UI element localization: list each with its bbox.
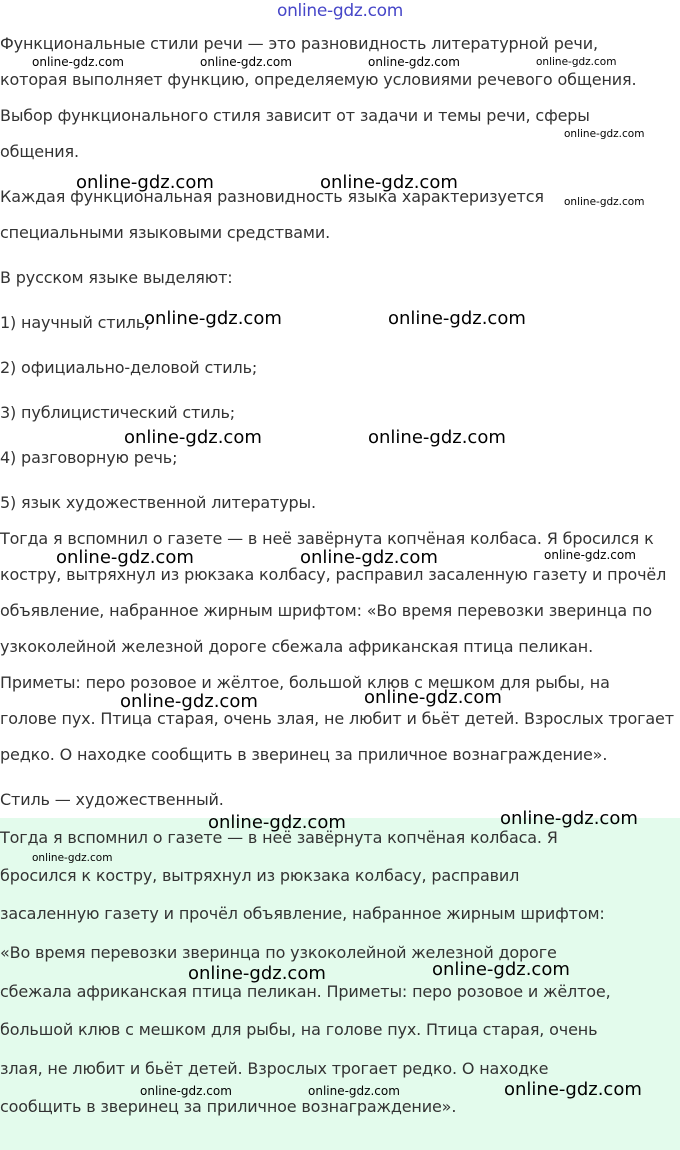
theory-line: Каждая функциональная разновидность языка характеризуется [0, 187, 544, 206]
style-list-item: 3) публицистический стиль; [0, 403, 236, 422]
theory-line: Выбор функционального стиля зависит от задачи и темы речи, сферы [0, 106, 590, 125]
highlight-line: злая, не любит и бьёт детей. Взрослых трогает редко. О находке [0, 1059, 549, 1078]
theory-line: общения. [0, 142, 79, 161]
watermark: online-gdz.com [544, 548, 636, 562]
watermark: online-gdz.com [140, 1084, 232, 1098]
watermark: online-gdz.com [364, 687, 502, 708]
watermark: online-gdz.com [200, 55, 292, 69]
theory-line: которая выполняет функцию, определяемую условиями речевого общения. [0, 70, 637, 89]
watermark: online-gdz.com [504, 1079, 642, 1100]
style-list-item: 1) научный стиль; [0, 313, 151, 332]
watermark: online-gdz.com [388, 308, 526, 329]
highlight-line: большой клюв с мешком для рыбы, на голове пух. Птица старая, очень [0, 1020, 598, 1039]
site-logo: online-gdz.com [276, 1, 403, 21]
highlight-line: сообщить в зверинец за приличное вознаграждение». [0, 1097, 457, 1116]
watermark: online-gdz.com [144, 308, 282, 329]
watermark: online-gdz.com [208, 812, 346, 833]
answer-line: редко. О находке сообщить в зверинец за приличное вознаграждение». [0, 745, 608, 764]
watermark: online-gdz.com [76, 172, 214, 193]
highlight-line: засаленную газету и прочёл объявление, набранное жирным шрифтом: [0, 904, 605, 923]
watermark: online-gdz.com [56, 547, 194, 568]
highlight-line: сбежала африканская птица пеликан. Приметы: перо розовое и жёлтое, [0, 982, 611, 1001]
watermark: online-gdz.com [32, 852, 113, 864]
watermark: online-gdz.com [32, 55, 124, 69]
watermark: online-gdz.com [368, 427, 506, 448]
watermark: online-gdz.com [124, 427, 262, 448]
highlight-line: Тогда я вспомнил о газете — в неё завёрнута копчёная колбаса. Я [0, 828, 558, 847]
answer-line: голове пух. Птица старая, очень злая, не любит и бьёт детей. Взрослых трогает [0, 709, 674, 728]
watermark: online-gdz.com [500, 808, 638, 829]
highlight-line: бросился к костру, вытряхнул из рюкзака колбасу, расправил [0, 866, 520, 885]
style-list-item: 2) официально-деловой стиль; [0, 358, 258, 377]
answer-line: Приметы: перо розовое и жёлтое, большой клюв с мешком для рыбы, на [0, 673, 610, 692]
style-list-item: 4) разговорную речь; [0, 448, 178, 467]
theory-line: Функциональные стили речи — это разновидность литературной речи, [0, 34, 598, 53]
watermark: online-gdz.com [564, 128, 645, 140]
watermark: online-gdz.com [120, 691, 258, 712]
answer-line: объявление, набранное жирным шрифтом: «Во время перевозки зверинца по [0, 601, 652, 620]
watermark: online-gdz.com [320, 172, 458, 193]
watermark: online-gdz.com [300, 547, 438, 568]
answer-line: Тогда я вспомнил о газете — в неё завёрнута копчёная колбаса. Я бросился к [0, 529, 654, 548]
watermark: online-gdz.com [368, 55, 460, 69]
watermark: online-gdz.com [432, 959, 570, 980]
watermark: online-gdz.com [564, 196, 645, 208]
answer-line: узкоколейной железной дороге сбежала африканская птица пеликан. [0, 637, 594, 656]
answer-line: костру, вытряхнул из рюкзака колбасу, расправил засаленную газету и прочёл [0, 565, 667, 584]
style-list-item: 5) язык художественной литературы. [0, 493, 316, 512]
theory-line: В русском языке выделяют: [0, 268, 233, 287]
watermark: online-gdz.com [536, 56, 617, 68]
highlight-line: «Во время перевозки зверинца по узкоколейной железной дороге [0, 943, 557, 962]
style-conclusion: Стиль — художественный. [0, 790, 224, 809]
watermark: online-gdz.com [308, 1084, 400, 1098]
theory-line: специальными языковыми средствами. [0, 223, 331, 242]
watermark: online-gdz.com [188, 963, 326, 984]
